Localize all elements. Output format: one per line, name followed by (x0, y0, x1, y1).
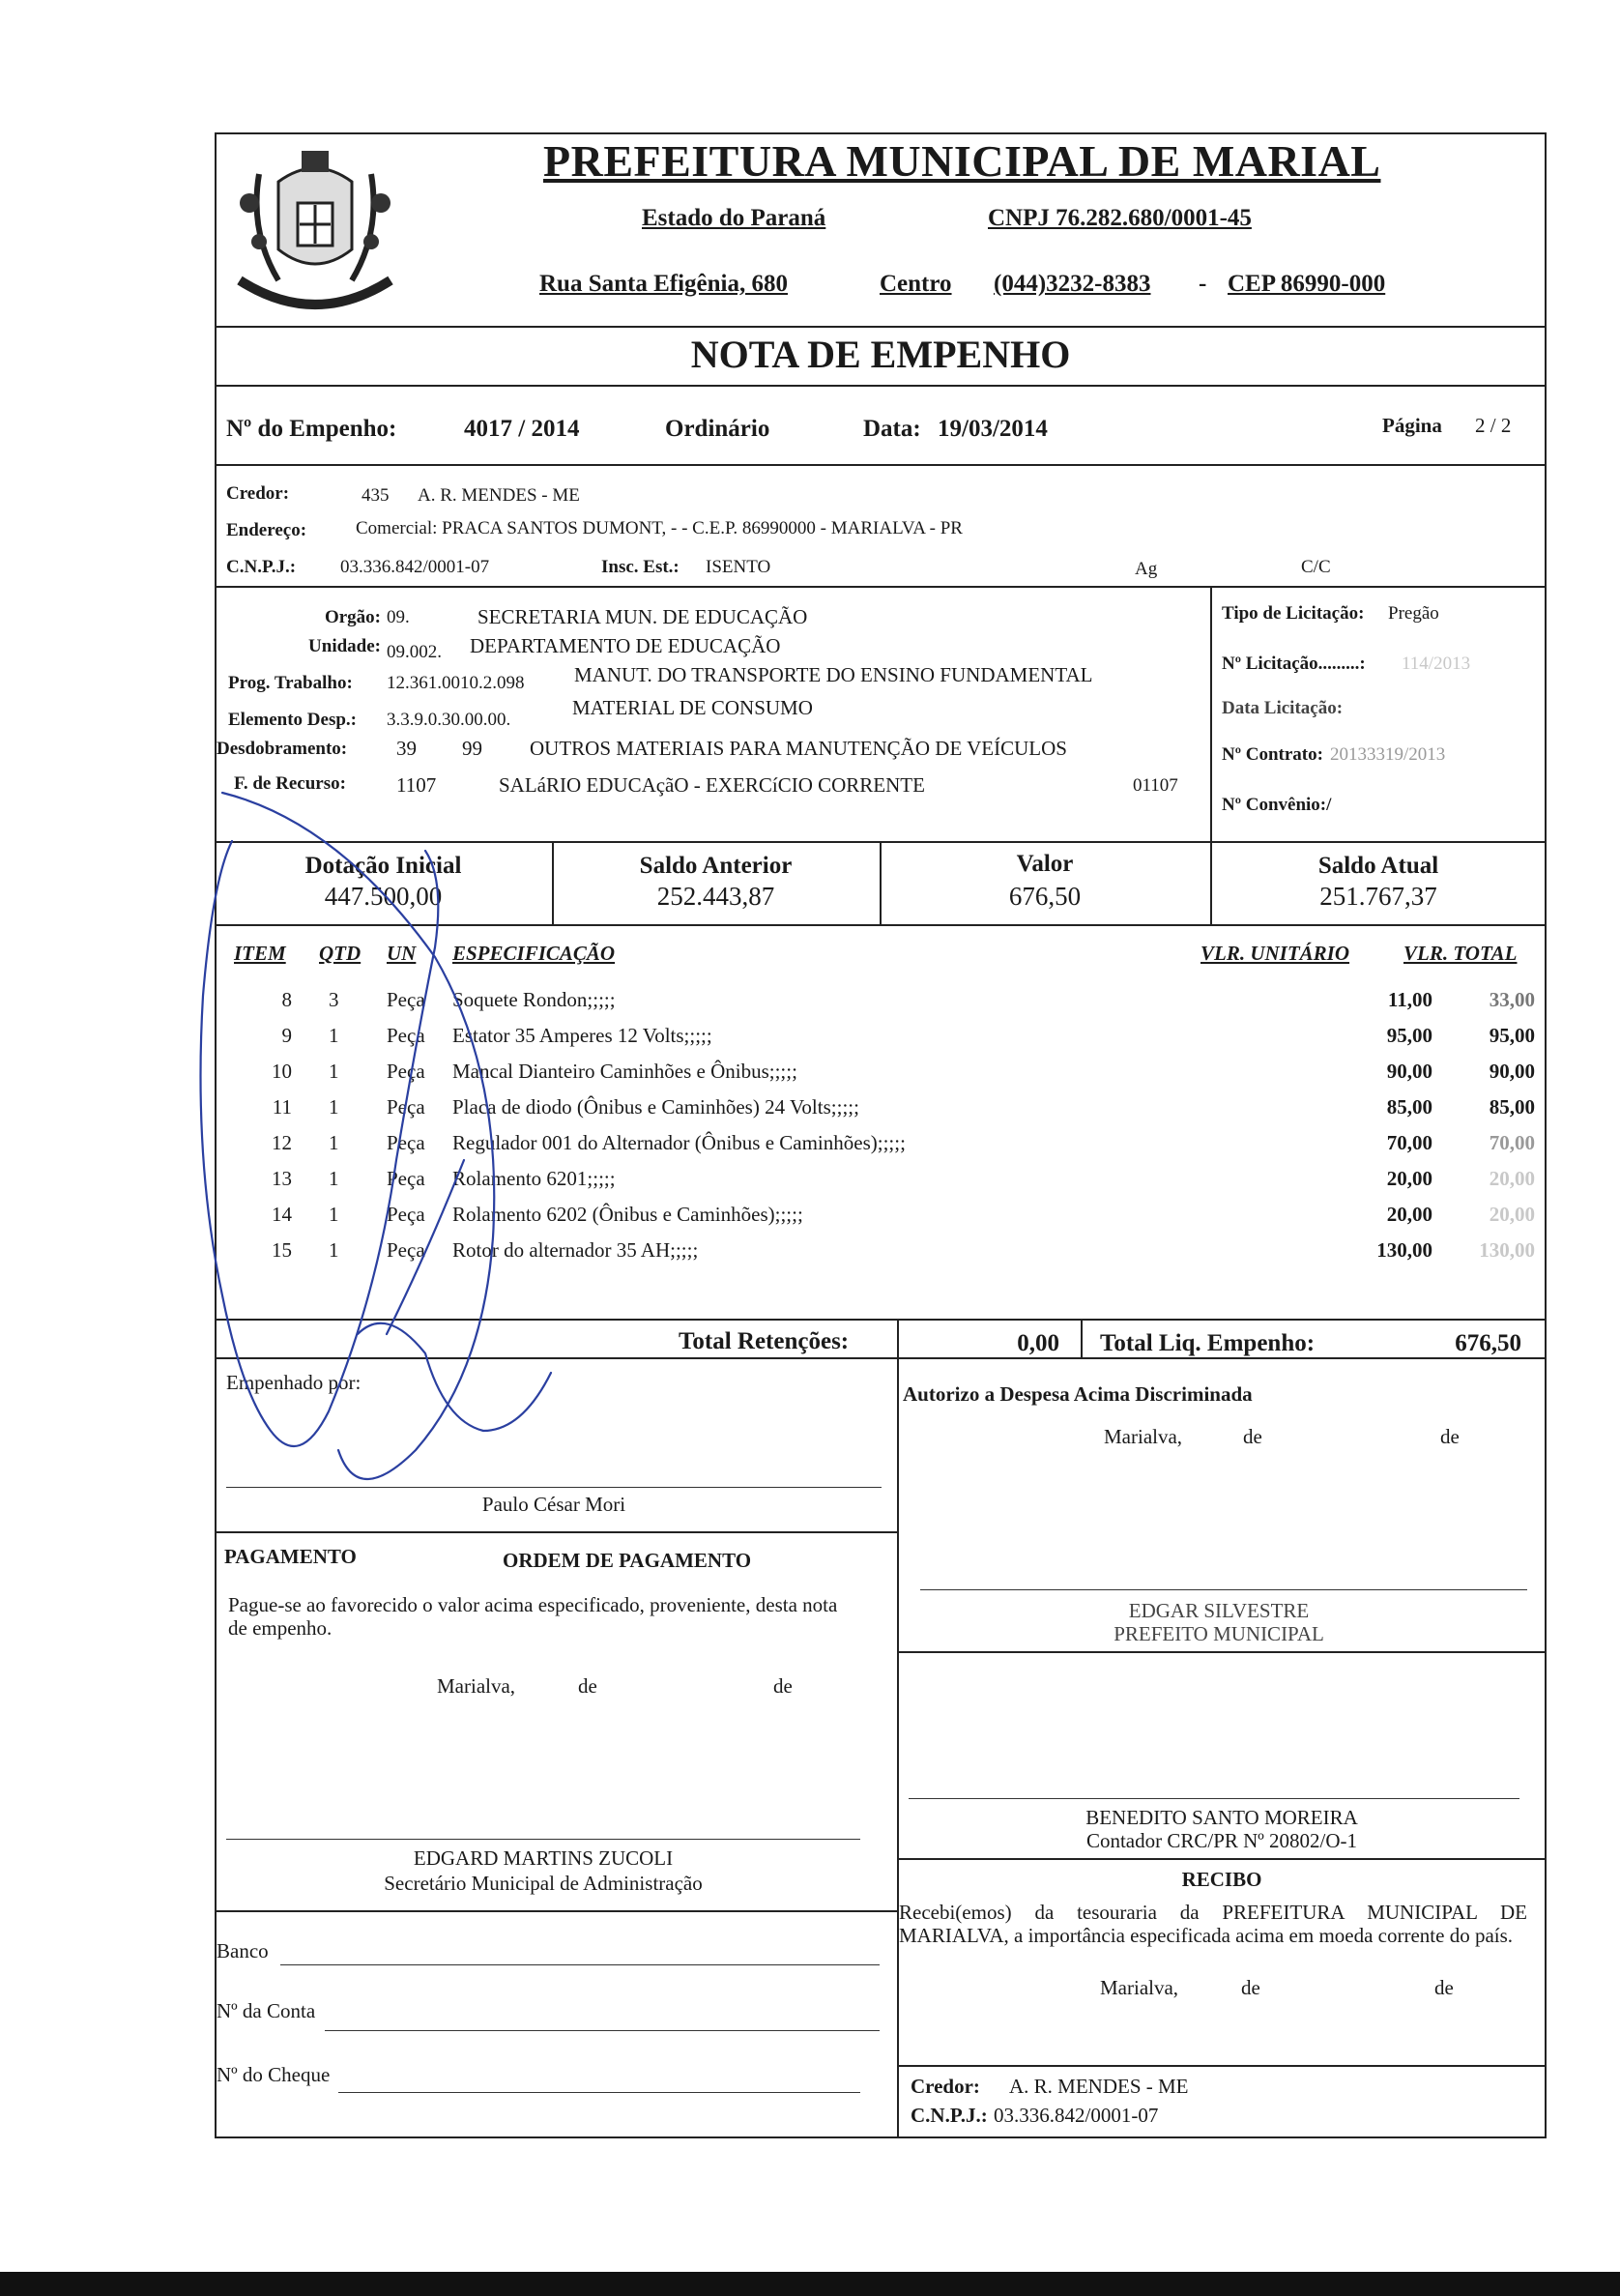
item-number: 10 (272, 1060, 292, 1083)
item-total: 20,00 (1489, 1167, 1535, 1190)
orgao-label: Orgão: (324, 607, 381, 627)
unidade-label: Unidade: (308, 636, 381, 656)
divider (1210, 586, 1212, 841)
credor-cnpj: 03.336.842/0001-07 (340, 557, 490, 577)
credor-ie: ISENTO (706, 557, 771, 577)
col-unit: VLR. UNITÁRIO (1201, 942, 1350, 965)
credor-name: A. R. MENDES - ME (418, 485, 580, 506)
item-unit: Peça (387, 1203, 425, 1226)
desd-label: Desdobramento: (217, 739, 348, 759)
item-qty: 1 (329, 1024, 339, 1047)
divider (215, 1910, 897, 1912)
item-spec: Soquete Rondon;;;;; (452, 988, 616, 1011)
numero-licitacao-label: Nº Licitação.........: (1222, 654, 1366, 674)
item-qty: 1 (329, 1095, 339, 1119)
empenho-number-label: Nº do Empenho: (226, 416, 397, 442)
divider (1081, 1319, 1083, 1357)
item-unit-price: 130,00 (1376, 1238, 1432, 1262)
pagamento-role: Secretário Municipal de Administração (384, 1872, 703, 1895)
recibo-credor: A. R. MENDES - ME (1009, 2075, 1189, 2098)
item-unit-price: 85,00 (1386, 1095, 1432, 1119)
signature-line (920, 1589, 1527, 1590)
item-spec: Estator 35 Amperes 12 Volts;;;;; (452, 1024, 712, 1047)
autorizo-de1: de (1243, 1425, 1262, 1448)
data-licitacao-label: Data Licitação: (1222, 698, 1344, 718)
recibo-text: Recebi(emos) da tesouraria da PREFEITURA MUNICIPAL DE MARIALVA, a importância especificada acima em moeda corrente do país. (899, 1901, 1527, 1947)
credor-code: 435 (362, 485, 390, 506)
saldo-atual-value: 251.767,37 (1319, 882, 1437, 911)
col-item: ITEM (234, 942, 286, 965)
phone-label: (044)3232-8383 (994, 271, 1151, 297)
liq-empenho-value: 676,50 (1455, 1330, 1521, 1356)
item-number: 15 (272, 1238, 292, 1262)
item-qty: 1 (329, 1060, 339, 1083)
elem-code: 3.3.9.0.30.00.00. (387, 710, 511, 730)
saldo-anterior-label: Saldo Anterior (639, 853, 793, 879)
scan-shadow (0, 2272, 1620, 2296)
item-qty: 3 (329, 988, 339, 1011)
recibo-city: Marialva, (1100, 1976, 1179, 1999)
dotacao-label: Dotação Inicial (304, 853, 462, 879)
prog-name: MANUT. DO TRANSPORTE DO ENSINO FUNDAMENTAL (574, 663, 1093, 686)
saldo-atual-label: Saldo Atual (1317, 853, 1439, 879)
contrato-label: Nº Contrato: (1222, 744, 1323, 765)
item-total: 90,00 (1489, 1060, 1535, 1083)
desd-code1: 39 (396, 737, 417, 760)
valor-value: 676,50 (1008, 882, 1082, 911)
pagamento-signer: EDGARD MARTINS ZUCOLI (413, 1846, 674, 1870)
empenho-date-label: Data: (863, 416, 921, 442)
page-label: Página (1382, 414, 1442, 437)
item-number: 11 (272, 1095, 292, 1119)
divider (215, 326, 1547, 328)
recurso-name: SALáRIO EDUCAçãO - EXERCíCIO CORRENTE (499, 773, 925, 797)
autorizo-label: Autorizo a Despesa Acima Discriminada (903, 1382, 1253, 1406)
item-unit-price: 95,00 (1386, 1024, 1432, 1047)
item-number: 12 (272, 1131, 292, 1154)
recibo-cnpj: 03.336.842/0001-07 (994, 2104, 1159, 2127)
desd-code2: 99 (462, 737, 482, 760)
ie-label: Insc. Est.: (601, 557, 680, 577)
retencoes-value: 0,00 (1017, 1330, 1059, 1356)
item-unit: Peça (387, 1167, 425, 1190)
empenho-date: 19/03/2014 (938, 416, 1048, 442)
recurso-code: 1107 (396, 773, 437, 797)
contador-role: Contador CRC/PR Nº 20802/O-1 (1085, 1829, 1358, 1852)
item-unit-price: 90,00 (1386, 1060, 1432, 1083)
item-qty: 1 (329, 1203, 339, 1226)
recurso-code2: 01107 (1133, 775, 1178, 796)
item-total: 95,00 (1489, 1024, 1535, 1047)
orgao-code: 09. (387, 607, 410, 627)
divider (897, 1651, 1547, 1653)
item-unit-price: 70,00 (1386, 1131, 1432, 1154)
autorizo-signer: EDGAR SILVESTRE (1128, 1599, 1310, 1622)
cheque-line[interactable] (338, 2092, 860, 2093)
empenhado-signer: Paulo César Mori (481, 1493, 626, 1516)
item-unit-price: 20,00 (1386, 1167, 1432, 1190)
unidade-code: 09.002. (387, 642, 442, 662)
cc-label: C/C (1301, 557, 1331, 577)
divider (215, 464, 1547, 466)
recurso-label: F. de Recurso: (234, 773, 346, 794)
divider (215, 385, 1547, 387)
elem-label: Elemento Desp.: (228, 710, 357, 730)
pagamento-de1: de (578, 1674, 597, 1698)
item-unit: Peça (387, 1238, 425, 1262)
item-unit: Peça (387, 1131, 425, 1154)
banco-line[interactable] (280, 1964, 880, 1965)
item-spec: Mancal Dianteiro Caminhões e Ônibus;;;;; (452, 1060, 797, 1083)
item-qty: 1 (329, 1238, 339, 1262)
recibo-credor-label: Credor: (911, 2075, 980, 2098)
contador-signer: BENEDITO SANTO MOREIRA (1085, 1806, 1358, 1829)
item-unit: Peça (387, 988, 425, 1011)
pagamento-city: Marialva, (437, 1674, 516, 1698)
empenho-type: Ordinário (665, 416, 770, 442)
cep-label: CEP 86990-000 (1228, 271, 1386, 297)
orgao-name: SECRETARIA MUN. DE EDUCAÇÃO (477, 605, 808, 628)
item-total: 33,00 (1489, 988, 1535, 1011)
address-label: Endereço: (226, 520, 307, 540)
empenhado-label: Empenhado por: (226, 1371, 362, 1394)
divider (897, 2065, 1547, 2067)
unidade-name: DEPARTAMENTO DE EDUCAÇÃO (470, 634, 781, 657)
item-number: 8 (281, 988, 292, 1011)
col-qtd: QTD (319, 942, 362, 965)
divider (215, 1531, 897, 1533)
item-qty: 1 (329, 1167, 339, 1190)
coat-of-arms-logo (220, 135, 410, 329)
pagamento-text: Pague-se ao favorecido o valor acima especificado, proveniente, desta nota de empenho. (228, 1593, 838, 1640)
district-label: Centro (880, 271, 952, 297)
item-spec: Placa de diodo (Ônibus e Caminhões) 24 Volts;;;;; (452, 1095, 859, 1119)
divider (897, 1357, 899, 2138)
item-unit: Peça (387, 1024, 425, 1047)
retencoes-label: Total Retenções: (679, 1328, 850, 1354)
cheque-label: Nº do Cheque (217, 2063, 331, 2086)
banco-label: Banco (217, 1939, 269, 1962)
convenio-label: Nº Convênio:/ (1222, 795, 1332, 815)
recibo-de2: de (1434, 1976, 1454, 1999)
item-number: 9 (281, 1024, 292, 1047)
ag-label: Ag (1135, 559, 1158, 579)
page-number: 2 / 2 (1475, 414, 1512, 437)
item-number: 13 (272, 1167, 292, 1190)
credor-address: Comercial: PRACA SANTOS DUMONT, - - C.E.P. 86990000 - MARIALVA - PR (356, 518, 963, 538)
ordem-pagamento-label: ORDEM DE PAGAMENTO (503, 1549, 752, 1572)
saldo-anterior-value: 252.443,87 (656, 882, 775, 911)
credor-label: Credor: (226, 483, 290, 504)
col-spec: ESPECIFICAÇÃO (452, 942, 616, 965)
state-label: Estado do Paraná (642, 205, 826, 231)
header-separator: - (1199, 271, 1207, 297)
pagamento-label: PAGAMENTO (224, 1545, 357, 1568)
signature-line (226, 1839, 860, 1840)
tipo-licitacao-label: Tipo de Licitação: (1222, 603, 1365, 624)
item-total: 70,00 (1489, 1131, 1535, 1154)
conta-line[interactable] (325, 2030, 880, 2031)
empenho-number: 4017 / 2014 (464, 416, 580, 442)
item-unit-price: 11,00 (1387, 988, 1432, 1011)
tipo-licitacao: Pregão (1388, 603, 1439, 624)
item-number: 14 (272, 1203, 292, 1226)
item-total: 130,00 (1479, 1238, 1535, 1262)
handwritten-signature (193, 754, 619, 1498)
signature-line (909, 1798, 1519, 1799)
divider (897, 1858, 1547, 1860)
valor-label: Valor (1016, 851, 1074, 877)
liq-empenho-label: Total Liq. Empenho: (1100, 1330, 1316, 1356)
document-title: NOTA DE EMPENHO (690, 333, 1071, 376)
recibo-de1: de (1241, 1976, 1260, 1999)
pagamento-de2: de (773, 1674, 793, 1698)
recibo-cnpj-label: C.N.P.J.: (911, 2104, 988, 2127)
conta-label: Nº da Conta (217, 1999, 316, 2022)
item-total: 20,00 (1489, 1203, 1535, 1226)
item-spec: Rolamento 6201;;;;; (452, 1167, 616, 1190)
numero-licitacao: 114/2013 (1402, 654, 1471, 674)
municipality-title: PREFEITURA MUNICIPAL DE MARIAL (543, 136, 1381, 186)
item-unit: Peça (387, 1095, 425, 1119)
item-spec: Regulador 001 do Alternador (Ônibus e Caminhões);;;;; (452, 1131, 906, 1154)
col-total: VLR. TOTAL (1403, 942, 1518, 965)
item-qty: 1 (329, 1131, 339, 1154)
prog-code: 12.361.0010.2.098 (387, 673, 525, 693)
item-total: 85,00 (1489, 1095, 1535, 1119)
contrato-number: 20133319/2013 (1330, 744, 1446, 765)
desd-name: OUTROS MATERIAIS PARA MANUTENÇÃO DE VEÍCULOS (530, 737, 1067, 760)
cnpj-header: CNPJ 76.282.680/0001-45 (988, 205, 1252, 231)
item-spec: Rolamento 6202 (Ônibus e Caminhões);;;;; (452, 1203, 803, 1226)
col-un: UN (387, 942, 417, 965)
recibo-label: RECIBO (1181, 1868, 1262, 1891)
autorizo-role: PREFEITO MUNICIPAL (1114, 1622, 1324, 1645)
elem-name: MATERIAL DE CONSUMO (572, 696, 813, 719)
cnpj-label: C.N.P.J.: (226, 557, 297, 577)
autorizo-de2: de (1440, 1425, 1460, 1448)
divider (215, 586, 1547, 588)
dotacao-value: 447.500,00 (324, 882, 443, 911)
item-unit-price: 20,00 (1386, 1203, 1432, 1226)
prog-label: Prog. Trabalho: (228, 673, 353, 693)
item-spec: Rotor do alternador 35 AH;;;;; (452, 1238, 699, 1262)
autorizo-city: Marialva, (1104, 1425, 1183, 1448)
street-address: Rua Santa Efigênia, 680 (539, 271, 788, 297)
divider (897, 1319, 899, 1357)
item-unit: Peça (387, 1060, 425, 1083)
